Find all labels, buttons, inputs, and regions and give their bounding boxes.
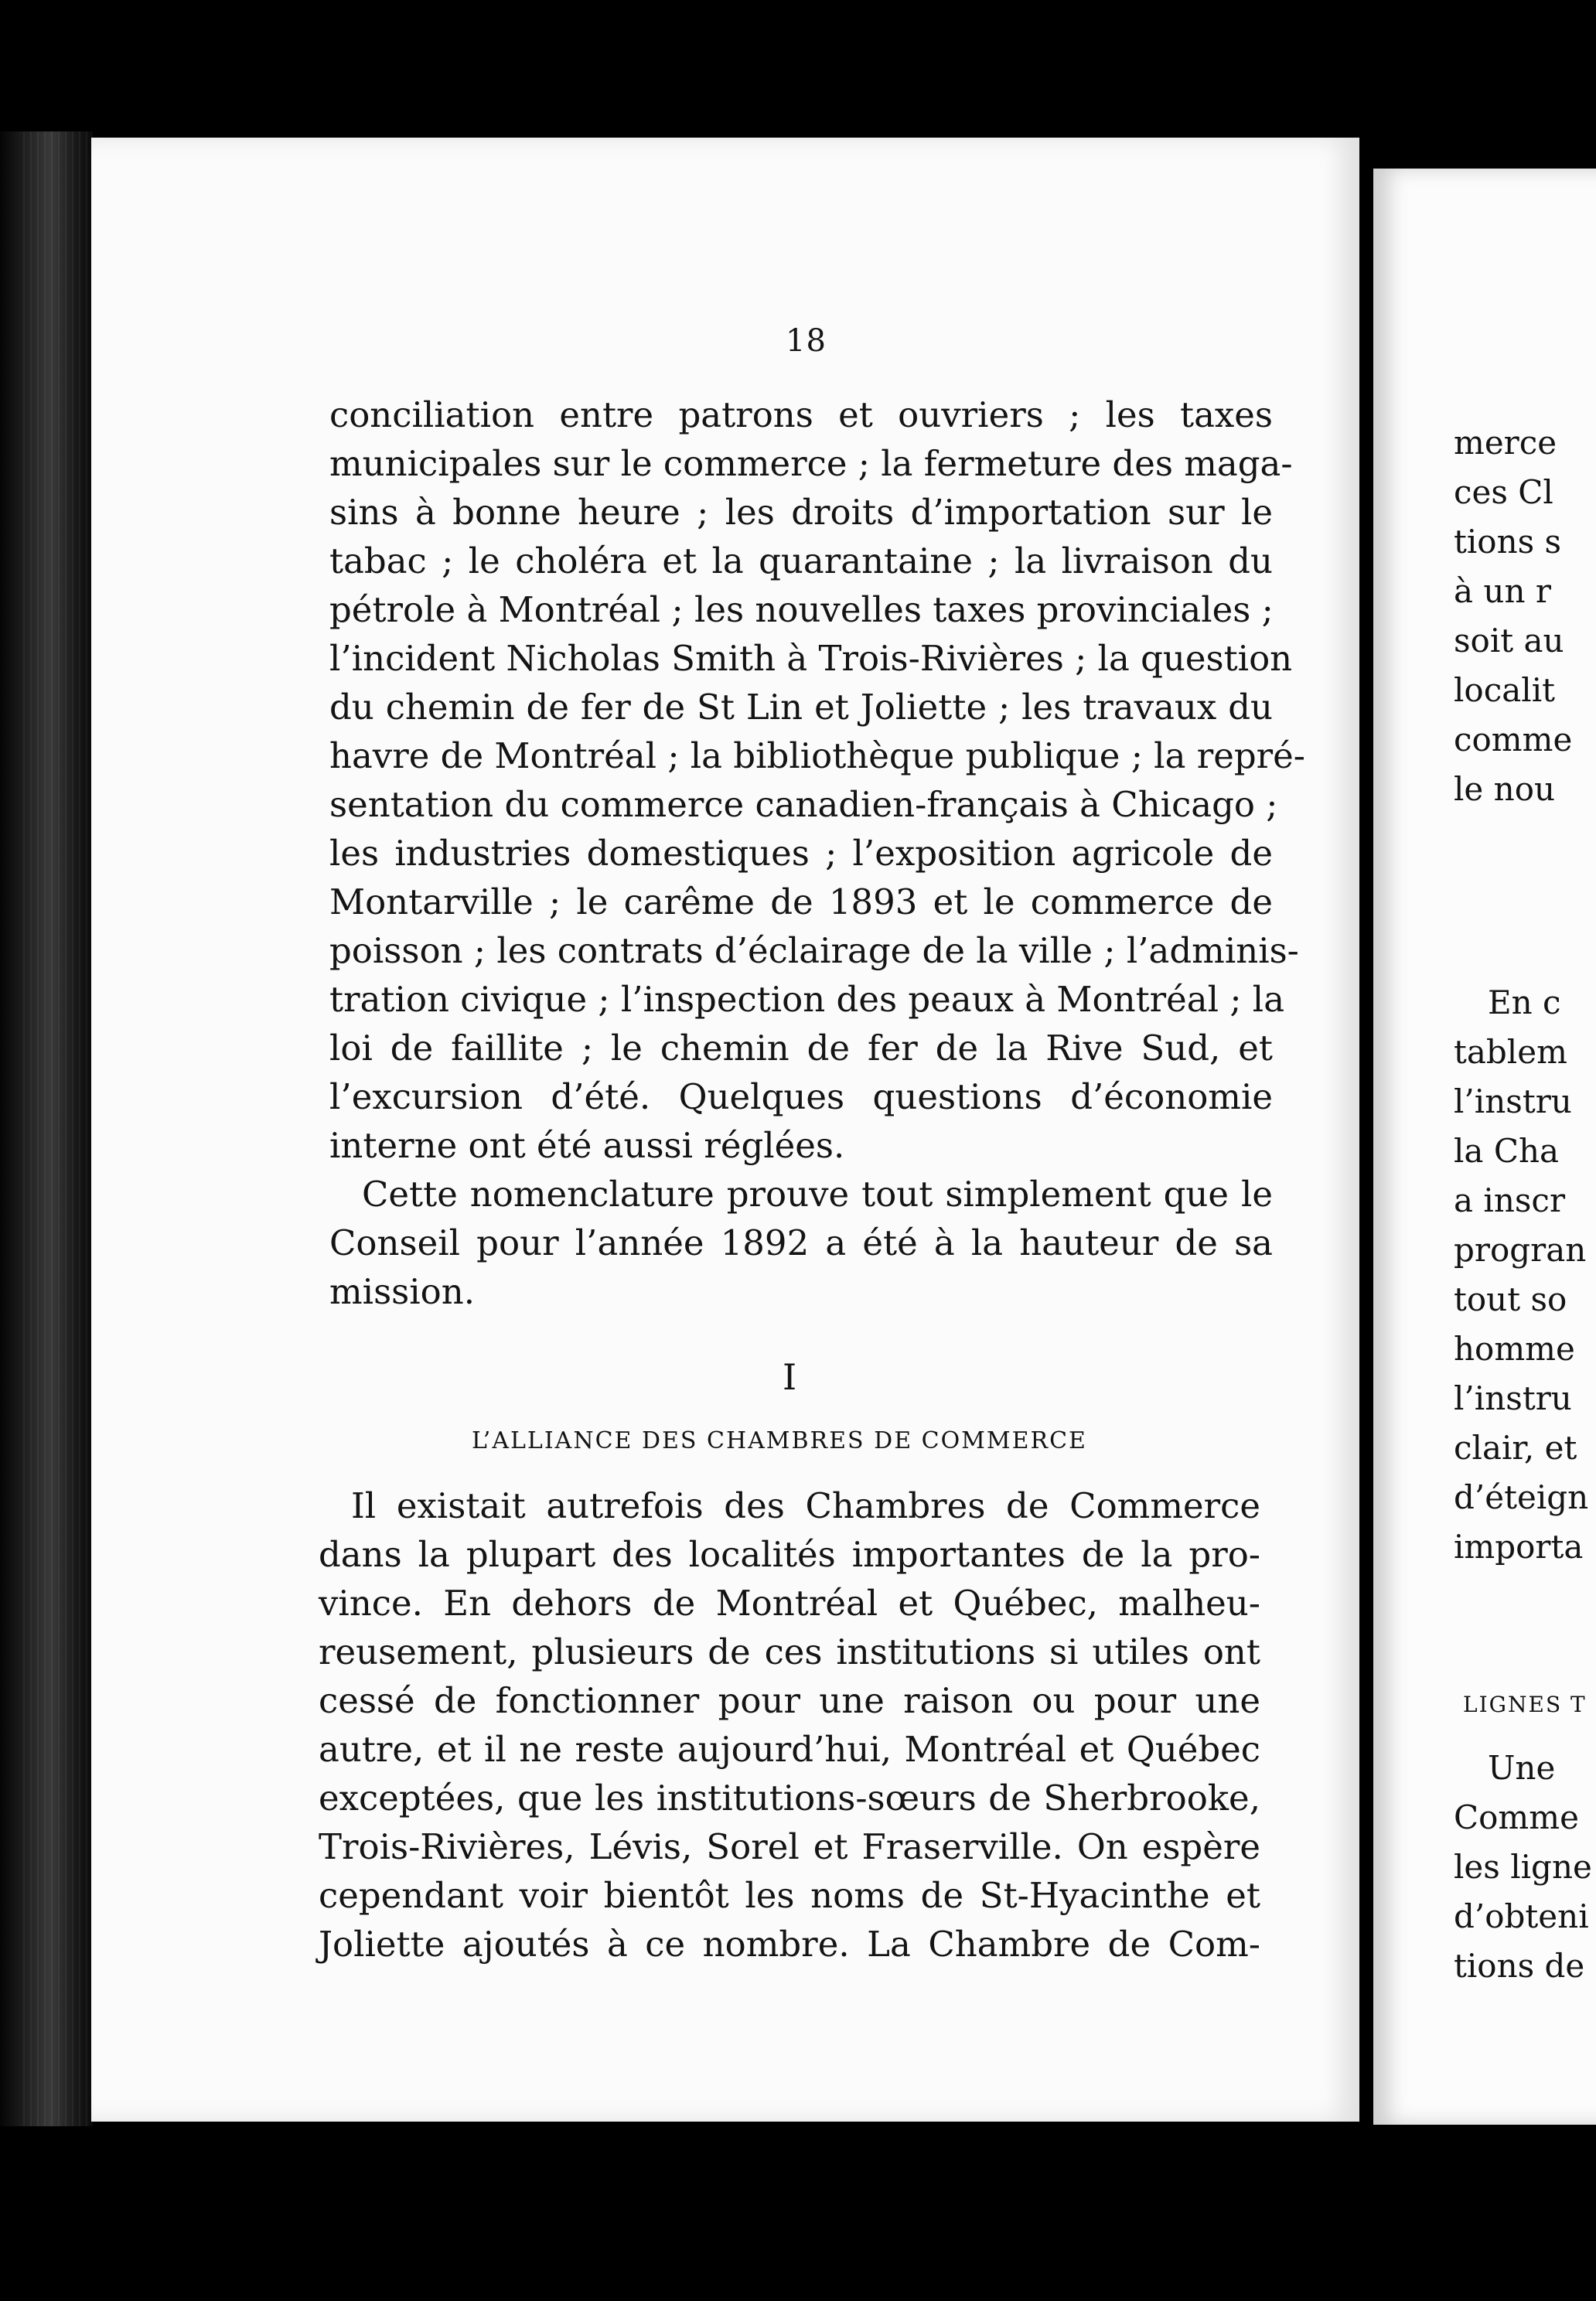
right-text-line: soit au	[1454, 622, 1564, 660]
text-line: Montarville ; le carême de 1893 et le commerce de	[329, 881, 1273, 922]
right-text-line: En c	[1488, 983, 1561, 1021]
text-line: cependant voir bientôt les noms de St-Hyacinthe et	[319, 1875, 1260, 1916]
text-line: conciliation entre patrons et ouvriers ; les taxes	[329, 394, 1273, 435]
text-line: Joliette ajoutés à ce nombre. La Chambre de Com-	[319, 1924, 1260, 1965]
right-text-line: tions s	[1454, 523, 1562, 561]
text-line: reusement, plusieurs de ces institutions si utiles ont	[319, 1631, 1260, 1672]
binding-texture	[23, 131, 93, 2126]
section-number: I	[783, 1356, 797, 1398]
right-text-line: tablem	[1454, 1033, 1567, 1071]
right-text-line: l’instru	[1454, 1082, 1572, 1120]
text-line: dans la plupart des localités importantes de la pro-	[319, 1534, 1260, 1575]
right-section-heading: LIGNES T	[1463, 1692, 1587, 1717]
text-line: Cette nomenclature prouve tout simplement que le	[362, 1174, 1273, 1215]
text-line: vince. En dehors de Montréal et Québec, malheu-	[319, 1583, 1260, 1624]
text-line: tration civique ; l’inspection des peaux à Montréal ; la	[329, 979, 1285, 1020]
right-text-line: Une	[1488, 1749, 1556, 1787]
right-text-line: localit	[1454, 671, 1556, 709]
right-text-line: importa	[1454, 1528, 1584, 1566]
text-line: poisson ; les contrats d’éclairage de la ville ; l’adminis-	[329, 930, 1299, 971]
right-text-line: le nou	[1454, 770, 1556, 808]
text-line: les industries domestiques ; l’exposition agricole de	[329, 833, 1273, 874]
text-line: autre, et il ne reste aujourd’hui, Montréal et Québec	[319, 1729, 1260, 1770]
text-line: Il existait autrefois des Chambres de Commerce	[351, 1485, 1260, 1526]
text-line: loi de faillite ; le chemin de fer de la Rive Sud, et	[329, 1028, 1273, 1069]
right-text-line: tions de	[1454, 1947, 1585, 1985]
text-line: havre de Montréal ; la bibliothèque publique ; la repré-	[329, 735, 1305, 776]
text-line: exceptées, que les institutions-sœurs de Sherbrooke,	[319, 1778, 1260, 1819]
text-line: pétrole à Montréal ; les nouvelles taxes provinciales ;	[329, 589, 1274, 630]
text-line: Trois-Rivières, Lévis, Sorel et Fraserville. On espère	[319, 1826, 1260, 1867]
right-text-line: a inscr	[1454, 1181, 1566, 1219]
right-text-line: l’instru	[1454, 1379, 1572, 1417]
paragraph-1-and-2	[329, 390, 1305, 1316]
right-text-line: comme	[1454, 721, 1573, 758]
paragraph-3	[319, 1481, 1260, 1969]
text-line: municipales sur le commerce ; la fermeture des maga-	[329, 443, 1293, 484]
text-line: Conseil pour l’année 1892 a été à la hauteur de sa	[329, 1222, 1273, 1263]
text-line: cessé de fonctionner pour une raison ou pour une	[319, 1680, 1260, 1721]
right-text-line: merce	[1454, 424, 1557, 462]
right-text-line: à un r	[1454, 572, 1551, 610]
page-number: 18	[786, 323, 827, 359]
right-text-line: les ligne	[1454, 1848, 1592, 1886]
text-line: mission.	[329, 1271, 476, 1312]
text-line: l’excursion d’été. Quelques questions d’économie	[329, 1076, 1273, 1117]
right-text-line: Comme	[1454, 1798, 1579, 1836]
right-page-text	[1454, 0, 1596, 2301]
right-text-line: tout so	[1454, 1280, 1567, 1318]
text-line: sins à bonne heure ; les droits d’importation sur le	[329, 492, 1273, 533]
right-text-line: la Cha	[1454, 1132, 1560, 1170]
right-text-line: ces Cl	[1454, 473, 1553, 511]
text-line: du chemin de fer de St Lin et Joliette ; les travaux du	[329, 687, 1273, 728]
text-line: interne ont été aussi réglées.	[329, 1125, 845, 1166]
text-line: l’incident Nicholas Smith à Trois-Rivières ; la question	[329, 638, 1293, 679]
right-text-line: progran	[1454, 1231, 1587, 1269]
right-text-line: d’obteni	[1454, 1897, 1589, 1935]
right-text-line: homme	[1454, 1330, 1575, 1368]
text-line: sentation du commerce canadien-français à Chicago ;	[329, 784, 1278, 825]
text-line: tabac ; le choléra et la quarantaine ; la livraison du	[329, 540, 1273, 581]
section-title: L’ALLIANCE DES CHAMBRES DE COMMERCE	[472, 1427, 1087, 1454]
right-text-line: clair, et	[1454, 1429, 1577, 1467]
right-text-line: d’éteign	[1454, 1478, 1589, 1516]
